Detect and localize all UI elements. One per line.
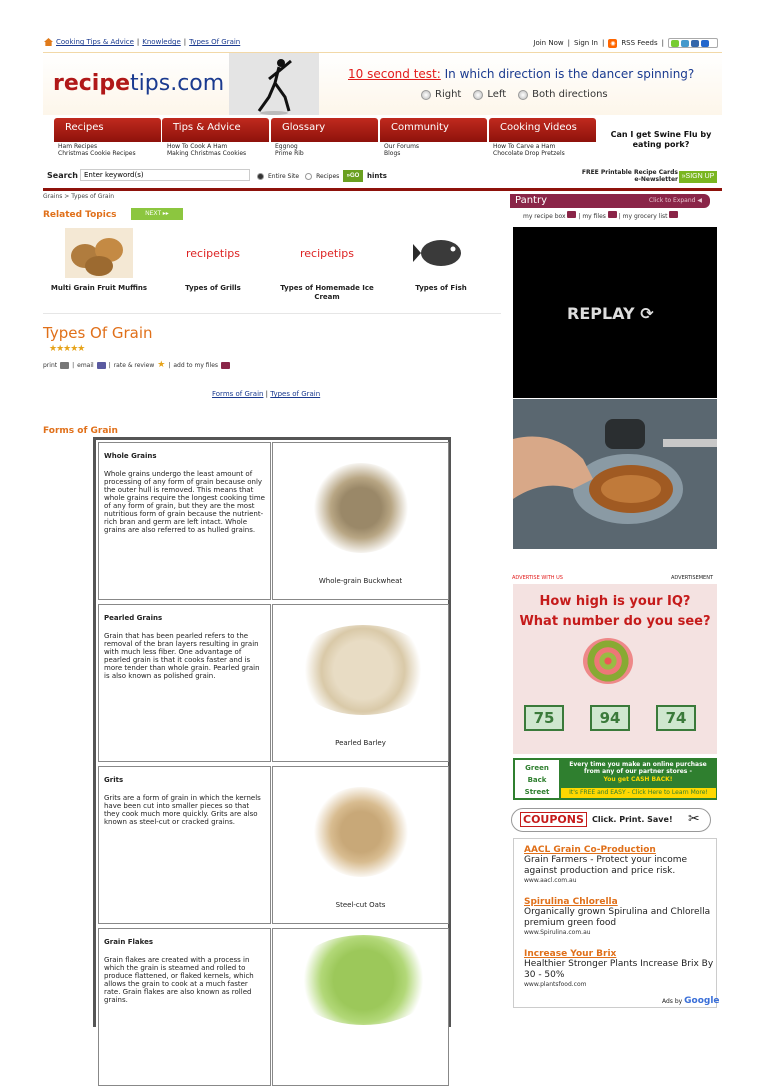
nav-glossary-sublinks [275,143,304,157]
nav-recipes[interactable]: Recipes [54,118,161,142]
nav-recipes-sublinks [58,143,136,157]
ads-by-google[interactable]: Ads by Google [662,996,720,1006]
advertise-link[interactable]: ADVERTISE WITH US [512,575,563,581]
nav-glossary[interactable]: Glossary [271,118,378,142]
breadcrumb-cooking-tips[interactable]: Cooking Tips & Advice [56,38,134,46]
rate-review-link[interactable]: rate & review [113,361,155,369]
text-ads-box [513,838,717,1008]
buckwheat-image [311,463,411,553]
bookmark-icon[interactable] [681,40,689,47]
social-bookmark-icons[interactable] [668,38,718,48]
account-links: Join Now | Sign In | ◉ RSS Feeds | [533,38,718,48]
related-item[interactable] [43,228,155,293]
greenback-street-ad[interactable] [513,758,717,800]
text-ad[interactable] [524,845,714,884]
nav-sub-link[interactable]: Blogs [384,150,401,157]
nav-videos-sublinks [493,143,565,157]
scope-recipes[interactable]: Recipes [305,173,339,180]
steel-cut-oats-image [311,787,411,877]
text-ad[interactable] [524,897,714,936]
dancer-test-options [421,89,608,100]
spinning-dancer-image[interactable] [229,53,319,115]
cooking-video-thumbnail[interactable] [513,399,717,549]
grain-caption: Steel-cut Oats [335,901,386,909]
related-item-label[interactable]: Types of Grills [185,284,241,292]
breadcrumb[interactable]: Grains > Types of Grain [43,193,114,200]
grocery-icon[interactable] [669,211,678,218]
pantry-expand[interactable]: Click to Expand ◀ [648,197,702,204]
video-player[interactable] [513,227,717,398]
breadcrumb-knowledge[interactable]: Knowledge [142,38,181,46]
scope-entire-site[interactable]: Entire Site [257,173,299,180]
iq-question: How high is your IQ? What number do you see? [519,594,711,629]
nav-sub-link[interactable]: Chocolate Drop Pretzels [493,150,565,157]
nav-community-sublinks [384,143,419,157]
coupons-label: COUPONS [520,812,587,827]
coupons-banner[interactable] [511,808,711,832]
text-ad-description: Grain Farmers - Protect your income against production and price risk. [524,855,688,876]
files-icon[interactable] [608,211,617,218]
iq-option-button[interactable]: 75 [524,705,564,731]
grain-caption: Whole-grain Buckwheat [318,577,403,585]
pantry-title: Pantry [515,195,547,206]
breadcrumb-types-of-grain[interactable]: Types Of Grain [189,38,241,46]
newsletter-signup-button[interactable]: »SIGN UP [679,171,717,183]
section-anchors: Forms of Grain | Types of Grain [212,390,321,398]
grain-name: Whole Grains [104,452,157,460]
grain-name: Pearled Grains [104,614,163,622]
option-both[interactable]: Both directions [518,89,607,100]
greenback-logo[interactable]: Green Back Street [515,760,559,798]
grain-image-cell [272,604,449,762]
nav-sub-link[interactable]: How To Cook A Ham [167,143,228,150]
grain-image-cell [272,442,449,600]
email-icon[interactable] [97,362,106,369]
recipe-box-link[interactable]: my recipe box [523,213,566,220]
option-left[interactable]: Left [473,89,506,100]
grain-image-cell [272,766,449,924]
add-to-files-link[interactable]: add to my files [173,361,219,369]
grain-image-cell [272,928,449,1086]
text-ad-description: Organically grown Spirulina and Chlorella premium green food [524,907,711,928]
search-label: Search [47,171,78,180]
nav-community[interactable]: Community [380,118,487,142]
text-ad-url[interactable]: www.plantsfood.com [524,981,587,988]
site-logo[interactable]: recipetips.com [53,71,225,96]
nav-tips-advice[interactable]: Tips & Advice [162,118,269,142]
coupons-tagline: Click. Print. Save! [592,815,673,824]
replay-button[interactable]: REPLAY ⟳ [567,304,654,323]
option-right[interactable]: Right [421,89,461,100]
iq-option-button[interactable]: 94 [590,705,630,731]
text-ad-url[interactable]: www.aacl.com.au [524,877,577,884]
grain-description: Whole grains undergo the least amount of processing of any form of grain because only the outer hull is removed. This means that whole grains require the longest cooking time of any form of grain, but they are the most nutritious form of grain because the nutrient-rich bran and germ are left intact. Whole grains are also referred to as hulled grains. [104,470,265,534]
article-tools: print | email | rate & review ★ | add to my files [43,360,230,370]
table-row [98,604,271,762]
section-title: Forms of Grain [43,426,118,436]
iq-ad-banner[interactable] [513,584,717,754]
replay-icon[interactable]: ⟳ [640,304,654,323]
nav-cooking-videos[interactable]: Cooking Videos [489,118,596,142]
site-header [43,52,722,115]
related-item[interactable] [157,228,269,293]
email-link[interactable]: email [77,361,94,369]
rss-link[interactable]: RSS Feeds [621,39,658,47]
related-item-label[interactable]: Types of Fish [415,284,467,292]
join-link[interactable]: Join Now [533,39,564,47]
grain-description: Grain flakes are created with a process in which the grain is steamed and rolled to produce flattened, or flaked kernels, which allows the grain to cook at a much faster rate. Grain flakes are also known as rolled grains. [104,956,254,1004]
search-input[interactable] [80,169,250,181]
print-link[interactable]: print [43,361,58,369]
nav-sub-link[interactable]: Ham Recipes [58,143,98,150]
grain-description: Grits are a form of grain in which the kernels have been cut into smaller pieces so that they cook much more quickly. Grits are also known as steel-cut or cracked grains. [104,794,261,826]
home-icon[interactable] [44,38,53,46]
top-breadcrumb: Cooking Tips & Advice | Knowledge | Types Of Grain [44,38,240,46]
grain-name: Grits [104,776,124,784]
text-ad-title[interactable]: Spirulina Chlorella [524,897,618,907]
nav-sub-link[interactable]: Our Forums [384,143,420,150]
rating-stars[interactable]: ★★★★★ [49,344,85,354]
signin-link[interactable]: Sign In [573,39,598,47]
recipetips-logo-image[interactable]: recipetips [300,246,354,260]
anchor-types-of-grain[interactable]: Types of Grain [270,390,321,398]
advertisement-label: ADVERTISEMENT [671,575,714,581]
related-item[interactable] [385,228,497,293]
grain-name: Grain Flakes [104,938,154,946]
swine-flu-promo[interactable]: Can I get Swine Flu by eating pork? [610,130,712,149]
recipe-box-icon[interactable] [567,211,576,218]
nav-sub-link[interactable]: How To Carve a Ham [493,143,556,150]
fish-image[interactable] [385,228,497,278]
greenback-text-1: Every time you make an online purchase from any of our partner stores - [569,761,707,775]
files-icon[interactable] [221,362,230,369]
greenback-text-2: You get CASH BACK! [603,776,673,783]
share-icon[interactable] [671,40,679,47]
print-icon[interactable] [60,362,69,369]
iq-option-button[interactable]: 74 [656,705,696,731]
dancer-test-question[interactable]: 10 second test: In which direction is the dancer spinning? [348,67,695,81]
search-go-button[interactable]: »GO [343,170,363,182]
nav-tips-sublinks [167,143,246,157]
table-row [98,442,271,600]
pantry-bar[interactable] [510,194,710,208]
text-ad-description: Healthier Stronger Plants Increase Brix By 30 - 50% [524,959,714,980]
related-item-label[interactable]: Types of Homemade Ice Cream [280,284,374,301]
text-ad-url[interactable]: www.Spirulina.com.au [524,929,591,936]
scissors-icon: ✂ [688,811,700,827]
grain-description: Grain that has been pearled refers to the removal of the bran layers resulting in grain with much less fiber. One advantage of pearled grain is that it cooks faster and is more tender than whole grain. Pearled grain is also known as polished grain. [104,632,260,680]
rss-icon[interactable]: ◉ [610,39,616,47]
nav-sub-link[interactable]: Prime Rib [275,150,304,157]
greenback-cta[interactable]: It's FREE and EASY - Click Here to Learn More! [561,788,716,798]
divider [43,313,501,314]
related-item[interactable] [271,228,383,302]
pantry-links: my recipe box | my files | my grocery list [523,211,678,220]
related-next-button[interactable]: NEXT ▸▸ [131,208,183,220]
text-ad-title[interactable]: Increase Your Brix [524,949,617,959]
search-hints-link[interactable]: hints [367,172,387,180]
page-title: Types Of Grain [43,324,153,342]
table-row [98,766,271,924]
recipetips-logo-image[interactable]: recipetips [186,246,240,260]
text-ad[interactable] [524,949,714,988]
anchor-forms-of-grain[interactable]: Forms of Grain [212,390,264,398]
nav-sub-link[interactable]: Eggnog [275,143,298,150]
newsletter-promo: FREE Printable Recipe Cards e-Newsletter [581,169,678,183]
grocery-list-link[interactable]: my grocery list [622,213,668,220]
favorite-icon[interactable] [691,40,699,47]
my-files-link[interactable]: my files [582,213,606,220]
related-topics-title: Related Topics [43,210,117,220]
grain-flakes-image [291,935,436,1025]
add-icon[interactable] [701,40,709,47]
grain-caption: Pearled Barley [335,739,386,747]
pearled-barley-image [293,625,433,715]
table-row [98,928,271,1086]
star-icon[interactable]: ★ [157,360,166,370]
nav-sub-link[interactable]: Christmas Cookie Recipes [58,150,136,157]
related-item-label[interactable]: Multi Grain Fruit Muffins [50,284,148,292]
text-ad-title[interactable]: AACL Grain Co-Production [524,845,656,855]
search-bar [43,168,722,191]
color-test-plate [583,638,633,684]
search-scope [257,173,339,180]
muffins-image[interactable] [43,228,155,278]
forms-of-grain-table [93,437,451,1027]
nav-sub-link[interactable]: Making Christmas Cookies [167,150,247,157]
